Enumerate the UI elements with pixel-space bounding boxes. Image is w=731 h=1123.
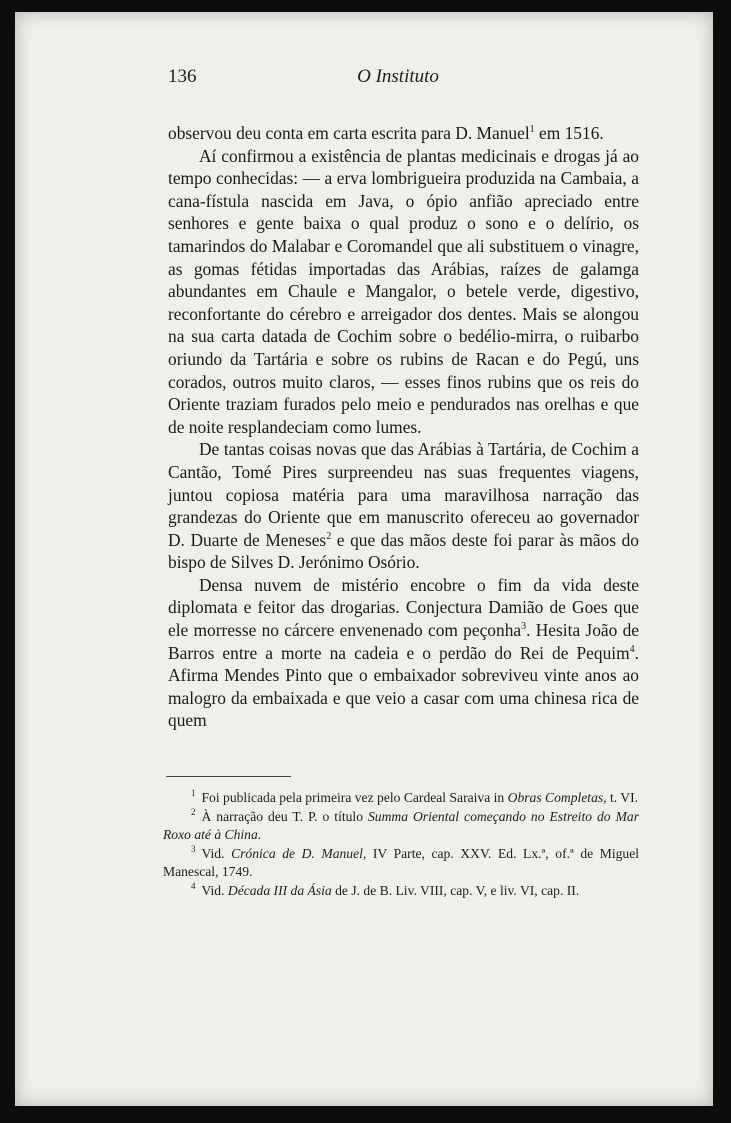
footnote-title: Summa Oriental começando no Estreito do Mar Roxo até à China: [163, 808, 639, 843]
paragraph: [168, 574, 639, 732]
footnote: [163, 808, 639, 845]
footnote-text: Vid.: [201, 845, 232, 861]
paragraph: [168, 438, 639, 574]
paragraph: Aí confirmou a existência de plantas medicinais e drogas já ao tempo conhecidas: — a erva lombrigueira produzida na Cambaia, a cana-fístula nascida em Java, o ópio anfião apreciado entre senhores e gente baixa o qual produz o sono e o delírio, os tamarindos do Malabar e Coromandel que ali substituem o vinagre, as gomas fétidas importadas das Arábias, raízes de galamga abundantes em Chaule e Mangalor, o betele verde, digestivo, reconfortante do cérebro e arreigador dos dentes. Mais se alongou na sua carta datada de Cochim sobre o bedélio-mirra, o ruibarbo oriundo da Tartária e sobre os rubins de Racan e do Pegú, uns corados, outros muito claros, — esses finos rubins que os reis do Oriente traziam furados pelo meio e pendurados nas orelhas e que de noite resplandeciam como lumes.: [168, 145, 639, 437]
footnote: [163, 845, 639, 882]
footnote-text: À narração deu T. P. o título: [201, 808, 368, 824]
paragraph-text: em 1516.: [534, 123, 604, 143]
main-text: [168, 122, 639, 732]
footnote-ref: 4: [629, 643, 635, 655]
paragraph-text: Densa nuvem de mistério encobre o fim da vida deste diplomata e feitor das drogarias. Conjectura Damião de Goes que ele morresse no cárcere envenenado com peçonha: [168, 574, 639, 641]
footnote-mark: 1: [191, 788, 196, 799]
footnote-divider: [166, 776, 291, 777]
footnote-text: Vid.: [201, 882, 228, 898]
footnote-text: Foi publicada pela primeira vez pelo Cardeal Saraiva in: [201, 790, 508, 805]
footnote-mark: 2: [191, 807, 196, 818]
page-header: [168, 66, 628, 92]
footnote-mark: 4: [191, 881, 196, 892]
running-title: O Instituto: [357, 66, 439, 87]
footnote-title: Década III da Ásia: [227, 882, 332, 898]
paragraph-text: De tantas coisas novas que das Arábias à Tartária, de Cochim a Cantão, Tomé Pires surpreendeu nas suas frequentes viagens, juntou copiosa matéria para uma maravilhosa narração das grandezas do Oriente que em manuscrito ofereceu ao governador D. Duarte de Meneses: [168, 439, 639, 550]
footnote-ref: 2: [326, 530, 332, 542]
footnote-title: Crónica de D. Manuel: [231, 845, 363, 861]
paragraph-text: e que das mãos deste foi parar às mãos do bispo de Silves D. Jerónimo Osório.: [168, 529, 639, 573]
paragraph-text: observou deu conta em carta escrita para D. Manuel: [168, 123, 530, 143]
footnote-text: , IV Parte, cap. XXV. Ed. Lx.ª, of.ª de Miguel Manescal, 1749.: [163, 845, 639, 880]
footnotes: [163, 789, 639, 901]
footnote-mark: 3: [191, 844, 196, 855]
footnote: [163, 882, 639, 901]
footnote-title: Obras Completas: [507, 790, 604, 805]
paragraph: [168, 122, 639, 145]
footnote-text: .: [257, 827, 262, 843]
page-number: 136: [168, 66, 197, 87]
paragraph-text: . Hesita João de Barros entre a morte na cadeia e o perdão do Rei de Pequim: [168, 620, 639, 663]
paragraph-text: . Afirma Mendes Pinto que o embaixador sobreviveu vinte anos ao malogro da embaixada e que veio a casar com uma chinesa rica de quem: [168, 642, 639, 731]
footnote-ref: 3: [521, 621, 527, 633]
footnote-text: de J. de B. Liv. VIII, cap. V, e liv. VI, cap. II.: [331, 882, 580, 898]
footnote: [163, 789, 639, 808]
footnote-text: , t. VI.: [603, 790, 639, 805]
footnote-ref: 1: [529, 124, 535, 136]
